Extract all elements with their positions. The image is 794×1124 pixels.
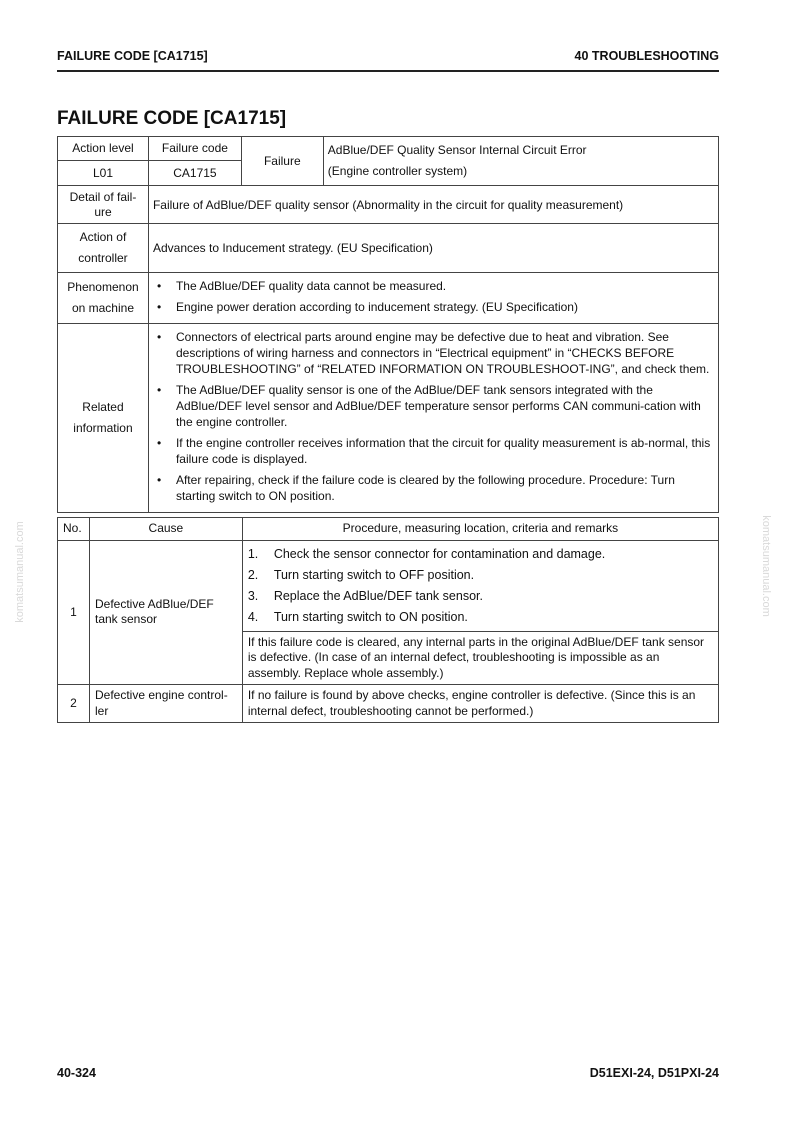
detail-label [58,186,149,224]
action-level-label: Action level [58,137,149,161]
detail-label-text: Detail of fail-ure [69,189,137,219]
watermark-left: komatsumanual.com [14,521,26,623]
phenomenon-label: Phenomenon on machine [58,273,149,324]
step-text: Turn starting switch to OFF position. [273,567,475,582]
list-item: • Engine power deration according to inducement strategy. (EU Specification) [153,299,714,315]
row-1-steps [242,540,718,631]
page-title: FAILURE CODE [CA1715] [57,108,287,129]
failure-code-value: CA1715 [148,160,241,185]
row-1-note: If this failure code is cleared, any internal parts in the original AdBlue/DEF tank sensor is defective. (In case of an internal defect, troubleshooting is impossible as an assembly. Replace whole assembly.) [242,631,718,685]
phenomenon-value [148,273,718,324]
failure-title: AdBlue/DEF Quality Sensor Internal Circuit Error [327,143,587,157]
row-1-no: 1 [58,540,90,685]
row-1-cause: Defective AdBlue/DEF tank sensor [89,540,242,685]
step-text: Check the sensor connector for contamination and damage. [273,546,606,561]
list-item [248,544,713,565]
list-item: • Connectors of electrical parts around engine may be defective due to heat and vibration. See descriptions of wiring harness and connectors in “Electrical equipment” in “CHECKS BEFORE TROUBLESHOOTING” of “RELATED INFORMATION ON TROUBLESHOOT-ING”, and check them. [153,329,714,377]
cause-table [57,517,719,723]
page-header [57,48,719,72]
failure-label: Failure [241,137,323,186]
action-controller-value: Advances to Inducement strategy. (EU Specification) [148,224,718,273]
header-no: No. [58,518,90,541]
step-number: 2. [247,567,259,582]
list-item: • After repairing, check if the failure code is cleared by the following procedure. Procedure: Turn starting switch to ON position. [153,472,714,504]
header-chapter-title: 40 TROUBLESHOOTING [574,49,719,63]
list-item [248,607,713,628]
row-2-cause: Defective engine control-ler [89,685,242,723]
step-text: Turn starting switch to ON position. [273,609,468,624]
list-item: • If the engine controller receives information that the circuit for quality measurement is ab-normal, this failure code is displayed. [153,435,714,467]
failure-subtitle: (Engine controller system) [327,164,468,178]
failure-info-table [57,136,719,513]
related-label: Related information [58,324,149,513]
row-2-no: 2 [58,685,90,723]
model-number: D51EXI-24, D51PXI-24 [589,1066,719,1080]
step-text: Replace the AdBlue/DEF tank sensor. [273,588,483,603]
failure-description [323,137,718,186]
list-item: • The AdBlue/DEF quality data cannot be measured. [153,278,714,294]
row-2-note: If no failure is found by above checks, engine controller is defective. (Since this is an internal defect, troubleshooting cannot be performed.) [242,685,718,723]
action-level-value: L01 [58,160,149,185]
watermark-right: komatsumanual.com [760,515,772,617]
step-number: 3. [247,588,259,603]
detail-value: Failure of AdBlue/DEF quality sensor (Abnormality in the circuit for quality measurement) [148,186,718,224]
header-procedure: Procedure, measuring location, criteria and remarks [242,518,718,541]
action-controller-label: Action of controller [58,224,149,273]
list-item [248,565,713,586]
header-cause: Cause [89,518,242,541]
step-number: 4. [247,609,259,624]
failure-code-label: Failure code [148,137,241,161]
related-value [148,324,718,513]
page-number: 40-324 [57,1066,96,1080]
list-item: • The AdBlue/DEF quality sensor is one of the AdBlue/DEF tank sensors integrated with the AdBlue/DEF level sensor and AdBlue/DEF temperature sensor performs CAN communi-cation with the engine controller. [153,382,714,430]
list-item [248,586,713,607]
step-number: 1. [247,546,259,561]
header-section-title: FAILURE CODE [CA1715] [57,49,208,63]
